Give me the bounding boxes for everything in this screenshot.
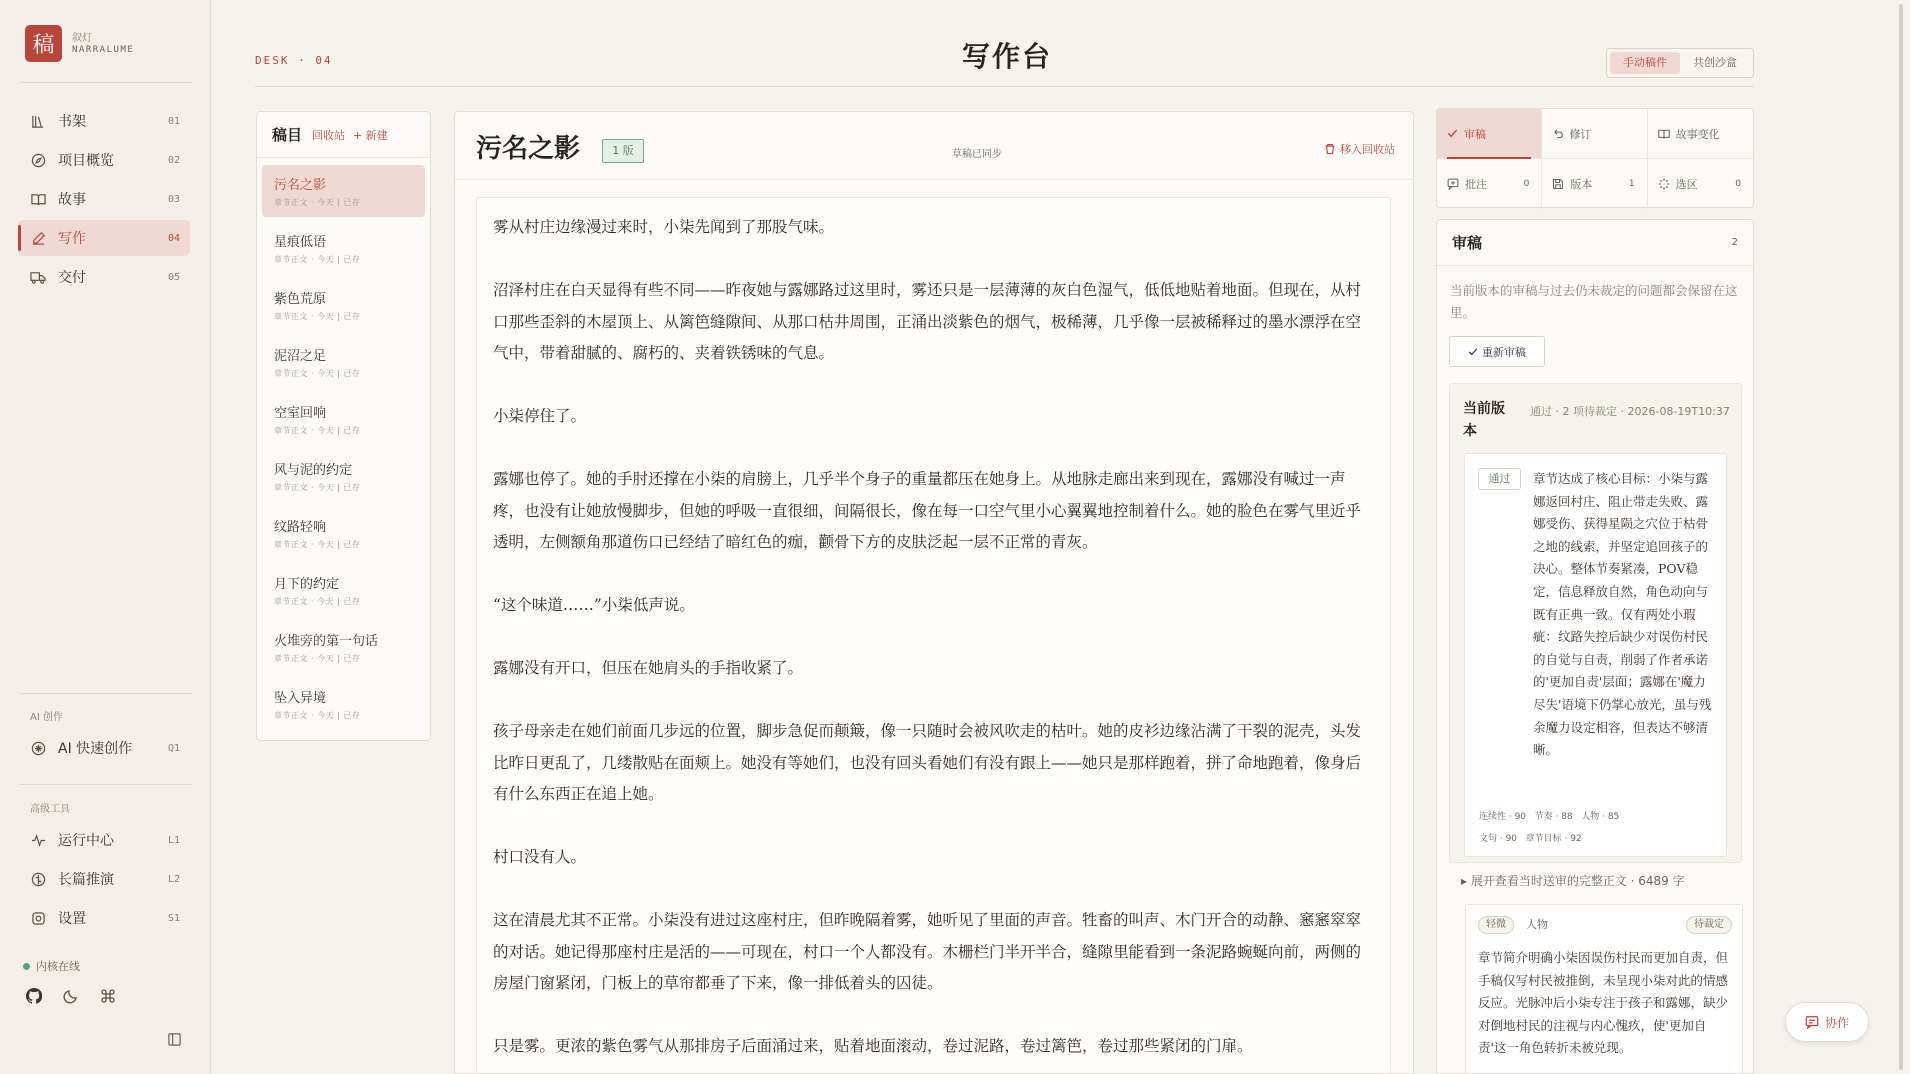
paragraph: 只是雾。更浓的紫色雾气从那排房子后面涌过来，贴着地面滚动，卷过泥路，卷过篱笆，卷过那些紧闭的门扉。 xyxy=(493,1037,1253,1055)
undo-icon xyxy=(1552,128,1563,139)
manuscript-title: 风与泥的约定 xyxy=(274,463,353,478)
manuscript-meta: 章节正文 · 今天 | 已存 xyxy=(274,483,361,492)
nav-label: 故事 xyxy=(58,192,86,208)
nav-shortcut: L2 xyxy=(167,873,180,885)
kernel-status xyxy=(23,958,80,974)
paragraph: 村口没有人。 xyxy=(493,848,587,866)
review-scores xyxy=(1479,806,1619,850)
mode-switch xyxy=(1606,48,1754,78)
moon-icon[interactable] xyxy=(63,988,79,1004)
scores-row: 文句 · 90 章节目标 · 92 xyxy=(1479,834,1582,844)
timeline-icon xyxy=(18,872,58,887)
sparkle-icon xyxy=(18,741,58,756)
move-to-trash-label: 移入回收站 xyxy=(1340,143,1395,156)
nav-shortcut: Q1 xyxy=(167,742,180,754)
paragraph: 露娜没有开口，但压在她肩头的手指收紧了。 xyxy=(493,659,804,677)
app-logo[interactable]: 稿 xyxy=(25,25,62,62)
divider xyxy=(19,82,192,83)
tab-label: 选区 xyxy=(1675,178,1698,191)
app-name-cn: 叙灯 xyxy=(72,33,92,44)
status-dot xyxy=(23,963,30,970)
activity-icon xyxy=(18,833,58,848)
category-label: 人物 xyxy=(1526,918,1548,931)
tab-versions[interactable] xyxy=(1542,159,1647,209)
nav-item-overview[interactable] xyxy=(18,142,190,178)
expand-full-text-toggle[interactable]: ▸ 展开查看当时送审的完整正文 · 6489 字 xyxy=(1461,874,1685,888)
paragraph: 雾从村庄边缘漫过来时，小柒先闻到了那股气味。 xyxy=(493,218,835,236)
tab-count: 1 xyxy=(1628,179,1635,189)
manuscript-meta: 章节正文 · 今天 | 已存 xyxy=(274,654,361,663)
settings-icon xyxy=(18,911,58,926)
page-title: 写作台 xyxy=(962,40,1053,73)
manuscript-title: 泥沼之足 xyxy=(274,349,327,364)
review-count: 2 xyxy=(1731,237,1738,248)
paragraph: “这个味道……”小柒低声说。 xyxy=(493,596,695,614)
review-tabs xyxy=(1436,108,1754,208)
section-title-tools: 高级工具 xyxy=(30,804,70,815)
manuscript-item[interactable] xyxy=(262,222,425,274)
paragraph: 孩子母亲走在她们前面几步远的位置，脚步急促而颠簸，像一只随时会被风吹走的枯叶。她的皮衫边缘沾满了干裂的泥壳，头发比昨日更乱了，几缕散贴在面颊上。她没有等她们，也没有回头看她们有没有跟上——她只是那样跑着，拼了命地跑着，像身后有什么东西正在追上她。 xyxy=(493,722,1362,803)
status-badge: 通过 xyxy=(1478,468,1521,490)
status-label: 内核在线 xyxy=(36,960,80,973)
collab-button[interactable] xyxy=(1785,1002,1869,1042)
nav-shortcut: 04 xyxy=(167,232,180,244)
review-note: 当前版本的审稿与过去仍未裁定的问题都会保留在这里。 xyxy=(1450,283,1738,320)
manuscript-meta: 章节正文 · 今天 | 已存 xyxy=(274,198,361,207)
manuscript-list-title: 稿目 xyxy=(272,126,303,144)
paragraph: 沼泽村庄在白天显得有些不同——昨夜她与露娜路过这里时，雾还只是一层薄薄的灰白色湿气，低低地贴着地面。但现在，从村口那些歪斜的木屋顶上、从篱笆缝隙间、从那口枯井周围，正涌出淡紫色的烟气，极稀薄，几乎像一层被稀释过的墨水漂浮在空气中，带着甜腻的、腐朽的、夹着铁锈味的气息。 xyxy=(493,281,1362,362)
manuscript-title: 星痕低语 xyxy=(274,235,327,250)
manuscript-list xyxy=(256,111,431,741)
move-to-trash-button[interactable] xyxy=(1324,141,1395,157)
manuscript-item[interactable] xyxy=(262,279,425,331)
check-icon xyxy=(1447,128,1458,139)
trash-icon xyxy=(1324,143,1336,155)
manuscript-meta: 章节正文 · 今天 | 已存 xyxy=(274,597,361,606)
app-name-en: NARRALUME xyxy=(72,45,135,55)
scores-row: 连续性 · 90 节奏 · 88 人物 · 85 xyxy=(1479,812,1620,822)
nav-label: 书架 xyxy=(58,114,86,130)
manuscript-item[interactable] xyxy=(262,564,425,616)
tab-label: 故事变化 xyxy=(1675,127,1720,141)
tab-story-changes[interactable] xyxy=(1648,109,1753,159)
manuscript-title: 坠入异境 xyxy=(274,691,327,706)
paragraph: 露娜也停了。她的手肘还撑在小柒的肩膀上，几乎半个身子的重量都压在她身上。从地脉走廊出来到现在，露娜没有喊过一声疼，也没有让她放慢脚步，但她的呼吸一直很细，间隔很长，像在每一口空气里小心翼翼地控制着什么。她的脸色在雾气里近乎透明，左侧额角那道伤口已经结了暗红色的痂，颧骨下方的皮肤泛起一层不正常的青灰。 xyxy=(493,470,1362,551)
desk-label: DESK · 04 xyxy=(255,54,333,67)
scrollbar-thumb[interactable] xyxy=(1899,4,1903,1070)
compass-icon xyxy=(18,153,58,168)
recycle-bin-link[interactable]: 回收站 xyxy=(312,128,346,142)
tab-count: 0 xyxy=(1523,179,1530,189)
nav-item-ai-quick[interactable] xyxy=(18,730,190,766)
tab-review[interactable] xyxy=(1437,109,1542,159)
manuscript-meta: 章节正文 · 今天 | 已存 xyxy=(274,312,361,321)
manuscript-meta: 章节正文 · 今天 | 已存 xyxy=(274,255,361,264)
manuscript-title: 月下的约定 xyxy=(274,577,340,592)
new-manuscript-button[interactable]: + 新建 xyxy=(353,128,388,142)
review-title: 审稿 xyxy=(1452,234,1483,252)
nav-label: 写作 xyxy=(58,231,86,247)
nav-item-writing[interactable] xyxy=(18,220,190,256)
manuscript-title: 空室回响 xyxy=(274,406,327,421)
manuscript-title: 污名之影 xyxy=(274,178,327,193)
tab-label: 批注 xyxy=(1465,178,1487,191)
version-badge: 1 版 xyxy=(602,139,644,163)
current-version-meta: 通过 · 2 项待裁定 · 2026-08-19T10:37 xyxy=(1530,405,1730,418)
nav-item-run-center[interactable] xyxy=(18,822,190,858)
manuscript-item[interactable] xyxy=(262,678,425,730)
sidebar xyxy=(0,0,211,1074)
page-scrollbar[interactable] xyxy=(1897,0,1905,1074)
review-summary xyxy=(1464,453,1727,857)
review-summary-text: 章节达成了核心目标：小柒与露娜返回村庄、阻止带走失败、露娜受伤、获得星陨之穴位于枯骨之地的线索，并坚定追回孩子的决心。整体节奏紧凑，POV稳定，信息释放自然，角色动向与既有正典一致。仅有两处小瑕疵：纹路失控后缺少对误伤村民的自觉与自责，削弱了作者承诺的'更加自责'层面；露娜在'魔力尽失'语境下仍掌心放光，虽与残余魔力设定相容，但表达不够清晰。 xyxy=(1533,471,1712,758)
nav-item-long-form[interactable] xyxy=(18,861,190,897)
current-version-card xyxy=(1449,383,1742,863)
manuscript-item[interactable] xyxy=(262,393,425,445)
header-divider xyxy=(255,86,1754,87)
comment-icon xyxy=(1447,178,1459,190)
review-panel xyxy=(1436,219,1754,1074)
sidebar-collapse-icon[interactable] xyxy=(167,1032,182,1047)
nav-shortcut: 03 xyxy=(167,193,180,205)
pending-badge[interactable]: 待裁定 xyxy=(1686,916,1732,934)
chapter-title[interactable]: 污名之影 xyxy=(476,134,581,164)
check-icon xyxy=(1468,347,1478,357)
bookshelf-icon xyxy=(18,114,58,129)
nav-item-bookshelf[interactable] xyxy=(18,103,190,139)
nav-item-settings[interactable] xyxy=(18,900,190,936)
manuscript-meta: 章节正文 · 今天 | 已存 xyxy=(274,369,361,378)
nav-label: 长篇推演 xyxy=(58,872,114,888)
tab-comments[interactable] xyxy=(1437,159,1542,209)
mode-manual-button[interactable]: 手动稿件 xyxy=(1610,52,1680,74)
sync-status: 草稿已同步 xyxy=(952,149,1002,160)
manuscript-title: 纹路轻响 xyxy=(274,520,327,535)
tab-label: 修订 xyxy=(1569,127,1592,141)
nav-shortcut: S1 xyxy=(167,912,180,924)
nav-shortcut: 01 xyxy=(167,115,180,127)
selection-icon xyxy=(1658,178,1670,190)
nav-label: 交付 xyxy=(58,270,86,286)
mode-sandbox-button[interactable]: 共创沙盒 xyxy=(1693,56,1737,69)
save-icon xyxy=(1552,178,1564,190)
manuscript-title: 紫色荒原 xyxy=(274,292,327,307)
rerun-review-label: 重新审稿 xyxy=(1482,345,1526,359)
manuscript-item[interactable] xyxy=(262,165,425,217)
pen-icon xyxy=(18,231,58,246)
severity-badge: 轻微 xyxy=(1478,916,1514,934)
manuscript-title: 火堆旁的第一句话 xyxy=(274,634,379,649)
nav-shortcut: 02 xyxy=(167,154,180,166)
manuscript-item[interactable] xyxy=(262,450,425,502)
section-title-ai: AI 创作 xyxy=(30,712,63,723)
nav-label: 设置 xyxy=(58,911,86,927)
truck-icon xyxy=(18,270,58,285)
current-version-label: 当前版本 xyxy=(1463,401,1505,439)
manuscript-meta: 章节正文 · 今天 | 已存 xyxy=(274,711,361,720)
tab-revision[interactable] xyxy=(1542,109,1647,159)
divider xyxy=(19,784,192,785)
nav-shortcut: L1 xyxy=(167,834,180,846)
tab-count: 0 xyxy=(1735,179,1741,189)
manuscript-meta: 章节正文 · 今天 | 已存 xyxy=(274,540,361,549)
manuscript-item[interactable] xyxy=(262,507,425,559)
tab-selection[interactable] xyxy=(1648,159,1753,209)
manuscript-item[interactable] xyxy=(262,336,425,388)
nav-label: 运行中心 xyxy=(58,833,114,849)
divider xyxy=(19,693,192,694)
book-open-icon xyxy=(18,192,58,207)
nav-shortcut: 05 xyxy=(167,271,180,283)
paragraph: 这在清晨尤其不正常。小柒没有进过这座村庄，但昨晚隔着雾，她听见了里面的声音。牲畜的叫声、木门开合的动静、窸窸窣窣的对话。她记得那座村庄是活的——可现在，村口一个人都没有。木栅栏门半开半合，缝隙里能看到一条泥路蜿蜒向前，两侧的房屋门窗紧闭，门板上的草帘都垂了下来，像一排低着头的囚徒。 xyxy=(493,911,1362,992)
rerun-review-button[interactable] xyxy=(1449,336,1545,367)
issue-card[interactable] xyxy=(1465,904,1743,1074)
manuscript-text-area[interactable] xyxy=(476,197,1391,1073)
github-icon[interactable] xyxy=(26,988,42,1004)
nav-item-delivery[interactable] xyxy=(18,259,190,295)
collab-label: 协作 xyxy=(1824,1015,1849,1030)
book-icon xyxy=(1658,128,1670,140)
command-icon[interactable] xyxy=(100,988,116,1004)
tab-label: 审稿 xyxy=(1464,127,1486,141)
paragraph: 小柒停住了。 xyxy=(493,407,587,425)
manuscript-meta: 章节正文 · 今天 | 已存 xyxy=(274,426,361,435)
nav-label: AI 快速创作 xyxy=(58,741,133,757)
nav-label: 项目概览 xyxy=(58,153,114,169)
editor-panel xyxy=(454,111,1414,1074)
tab-label: 版本 xyxy=(1570,178,1593,191)
nav-item-story[interactable] xyxy=(18,181,190,217)
issue-text: 章节简介明确小柒因误伤村民而更加自责，但手稿仅写村民被推倒，未呈现小柒对此的情感反应。光脉冲后小柒专注于孩子和露娜，缺少对倒地村民的注视与内心愧疚，使'更加自责'这一角色转折未被兑现。 xyxy=(1478,950,1729,1056)
manuscript-item[interactable] xyxy=(262,621,425,673)
chat-icon xyxy=(1805,1015,1819,1029)
